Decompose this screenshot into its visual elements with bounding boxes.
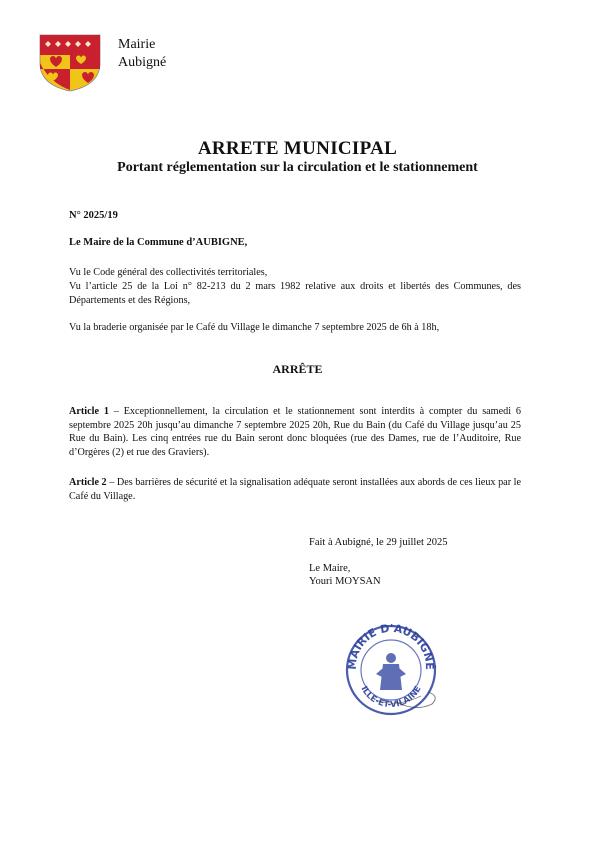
mairie-label: Mairie xyxy=(118,37,156,52)
article-2-label: Article 2 xyxy=(69,477,107,488)
document-subtitle: Portant réglementation sur la circulation et le stationnement xyxy=(117,160,478,175)
article-1-text: – Exceptionnellement, la circulation et le stationnement sont interdits à compter du samedi 6 septembre 2025 20h jusqu’au dimanche 7 septembre 2025 20h, Rue du Bain (du Café du Village jusqu’au 25 Rue du Bain). Les cinq entrées rue du Bain seront donc bloquées (rue des Dames, rue de l’Auditoire, Rue d’Orgères (2) et rue des Graviers). xyxy=(69,406,521,458)
arrete-heading: ARRÊTE xyxy=(272,362,323,376)
coat-of-arms-icon xyxy=(38,33,102,93)
signature-title: Le Maire, xyxy=(309,563,351,574)
commune-label: Aubigné xyxy=(118,55,167,70)
arrete-number: N° 2025/19 xyxy=(69,210,118,221)
vu-paragraph-3: Vu la braderie organisée par le Café du Village le dimanche 7 septembre 2025 de 6h à 18h, xyxy=(69,322,440,333)
article-1 xyxy=(69,405,521,459)
official-stamp-icon xyxy=(336,612,446,727)
mairie-heading xyxy=(118,36,166,72)
svg-text:ILLE-ET-VILAINE: ILLE-ET-VILAINE xyxy=(358,684,424,711)
signature-name: Youri MOYSAN xyxy=(309,576,381,587)
svg-text:MAIRIE D'AUBIGNÉ: MAIRIE D'AUBIGNÉ xyxy=(345,621,437,671)
date-place: Fait à Aubigné, le 29 juillet 2025 xyxy=(309,537,448,548)
article-2-text: – Des barrières de sécurité et la signalisation adéquate seront installées aux abords de ces lieux par le Café du Village. xyxy=(69,477,521,502)
article-1-label: Article 1 xyxy=(69,406,109,417)
vu-paragraph-2: Vu l’article 25 de la Loi n° 82-213 du 2 mars 1982 relative aux droits et libertés des Communes, des Départements et des Régions, xyxy=(69,281,521,306)
vu-paragraph-1: Vu le Code général des collectivités territoriales, xyxy=(69,267,268,278)
article-2 xyxy=(69,476,521,503)
document-title: ARRETE MUNICIPAL xyxy=(197,138,398,159)
maire-line: Le Maire de la Commune d’AUBIGNE, xyxy=(69,237,248,248)
